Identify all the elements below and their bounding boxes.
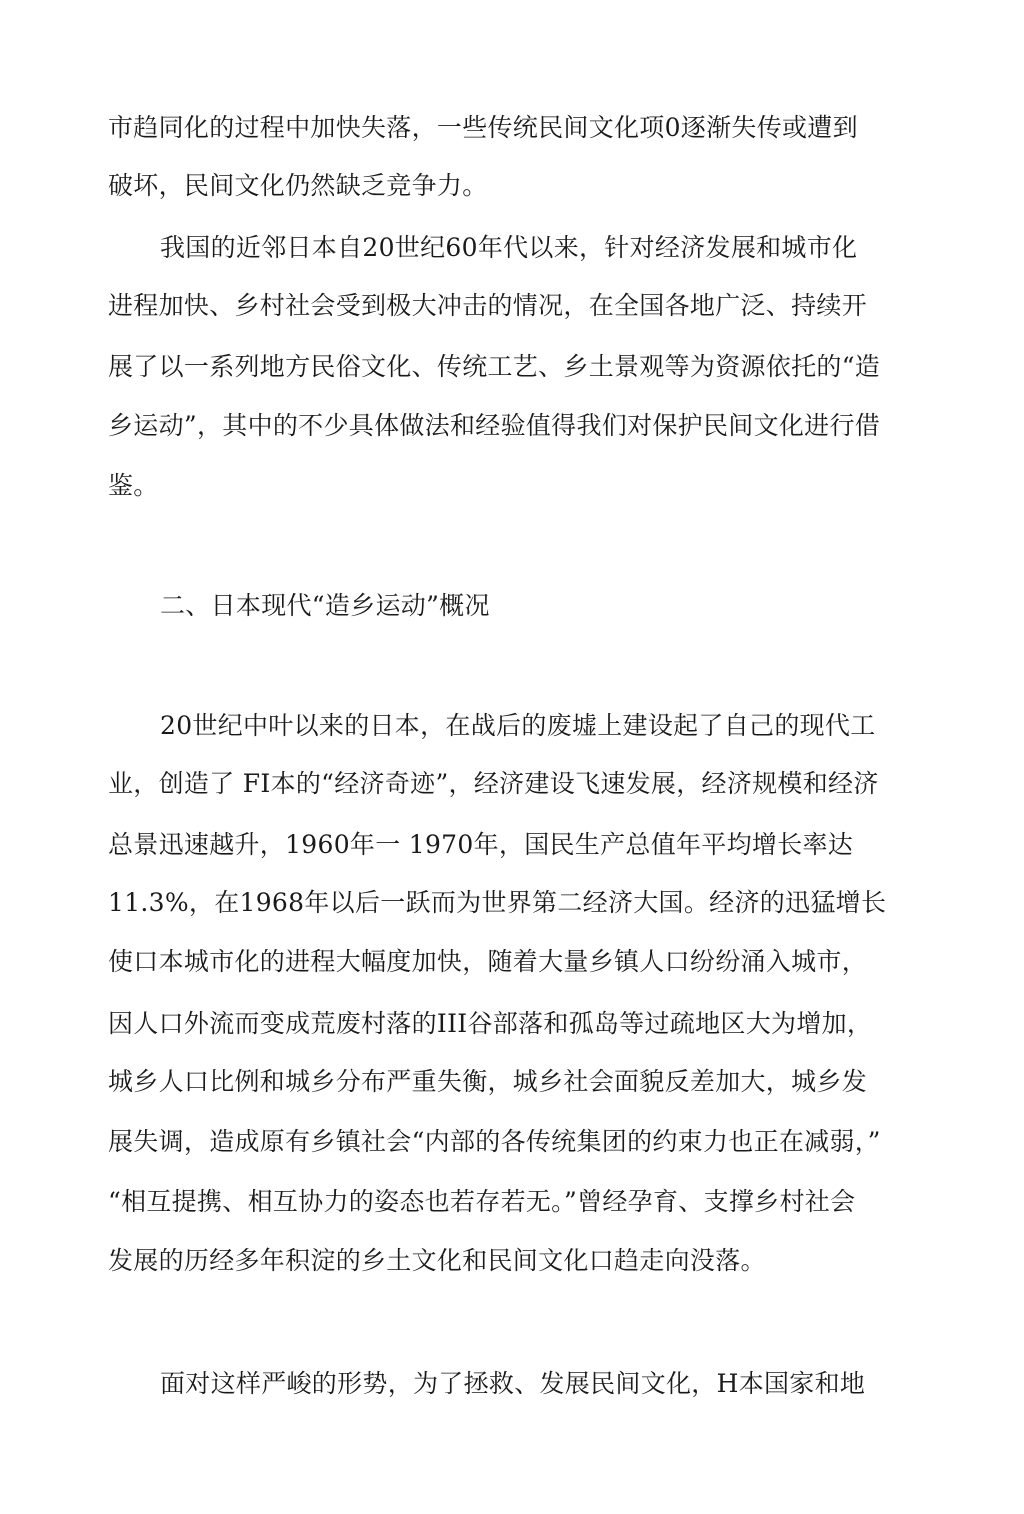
text-line: 破坏，民间文化仍然缺乏竞争力。 (108, 171, 488, 200)
text-line: 20世纪中叶以来的日本，在战后的废墟上建设起了自己的现代工 (160, 711, 876, 740)
text-line: 11.3%，在1968年以后一跃而为世界第二经济大国。经济的迅猛增长 (108, 888, 887, 917)
text-line: 我国的近邻日本自20世纪60年代以来，针对经济发展和城市化 (160, 233, 858, 262)
text-line: 使口本城市化的进程大幅度加快，随着大量乡镇人口纷纷涌入城市， (108, 947, 868, 976)
text-line: 鉴。 (108, 471, 159, 500)
text-line: 展失调，造成原有乡镇社会“内部的各传统集团的约束力也正在减弱，” (108, 1127, 881, 1156)
text-line: 因人口外流而变成荒废村落的III谷部落和孤岛等过疏地区大为增加， (108, 1009, 873, 1038)
text-line: 总景迅速越升，1960年一 1970年，国民生产总值年平均增长率达 (108, 830, 854, 859)
section-heading: 二、日本现代“造乡运动”概况 (160, 591, 490, 620)
text-line: 进程加快、乡村社会受到极大冲击的情况，在全国各地广泛、持续开 (108, 291, 868, 320)
text-line: 乡运动”，其中的不少具体做法和经验值得我们对保护民间文化进行借 (108, 411, 881, 440)
text-line: 面对这样严峻的形势，为了拯救、发展民间文化，H本国家和地 (160, 1369, 866, 1398)
text-line: 展了以一系列地方民俗文化、传统工艺、乡土景观等为资源依托的“造 (108, 352, 881, 381)
text-line: 市趋同化的过程中加快失落，一些传统民间文化项0逐渐失传或遭到 (108, 113, 858, 142)
text-line: “相互提携、相互协力的姿态也若存若无。”曾经孕育、支撑乡村社会 (108, 1187, 856, 1216)
text-line: 发展的历经多年积淀的乡土文化和民间文化口趋走向没落。 (108, 1246, 766, 1275)
text-line: 城乡人口比例和城乡分布严重失衡，城乡社会面貌反差加大，城乡发 (108, 1067, 868, 1096)
text-line: 业，创造了 FI本的“经济奇迹”，经济建设飞速发展，经济规模和经济 (108, 769, 879, 798)
